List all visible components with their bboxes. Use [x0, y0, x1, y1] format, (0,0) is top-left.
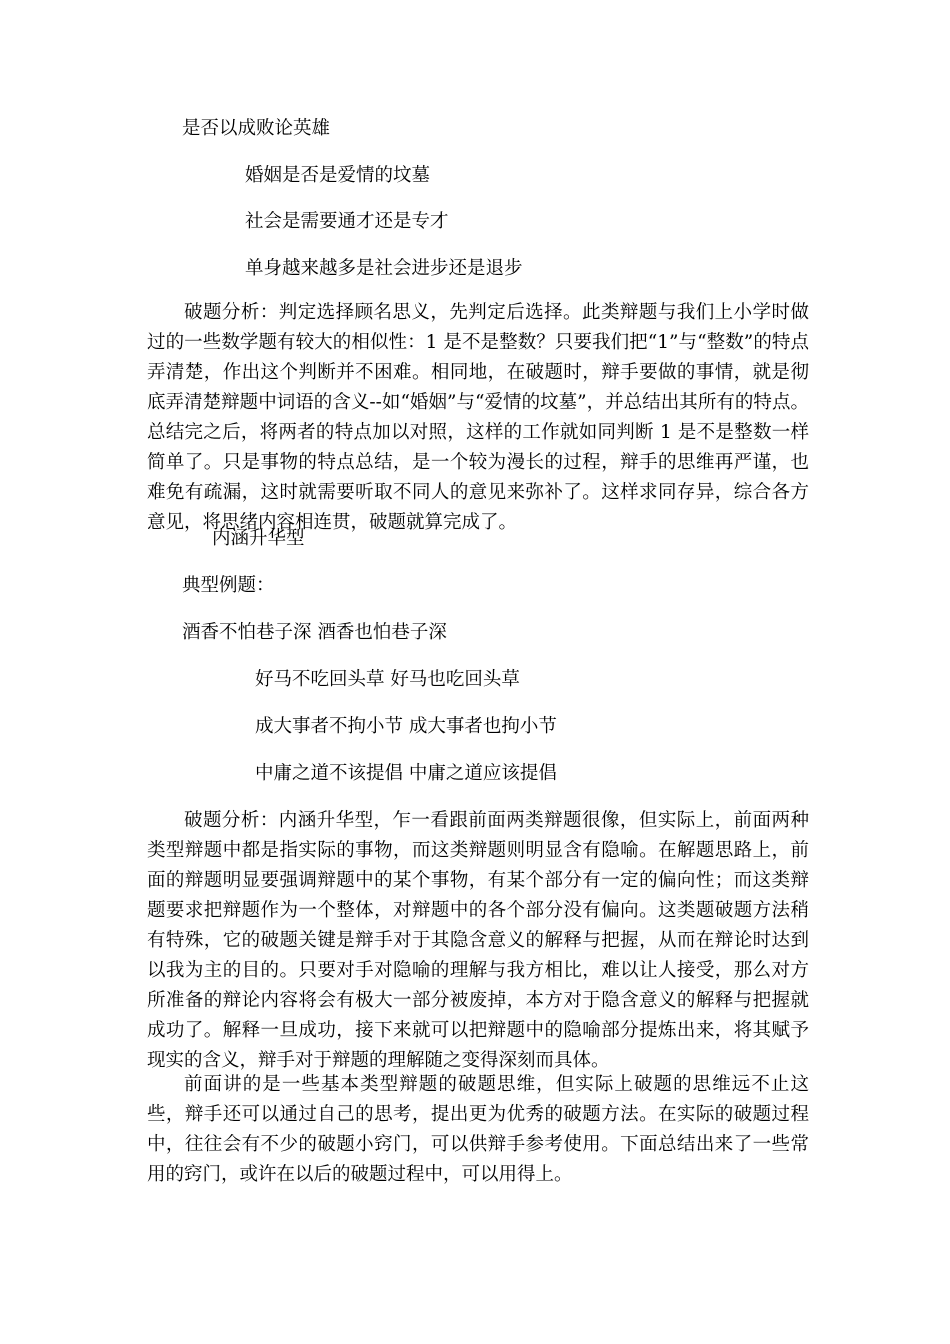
example-topic: 中庸之道不该提倡 中庸之道应该提倡: [255, 763, 557, 784]
example-topic: 婚姻是否是爱情的坟墓: [245, 165, 431, 186]
example-topic: 酒香不怕巷子深 酒香也怕巷子深: [182, 622, 447, 643]
example-topic: 成大事者不拘小节 成大事者也拘小节: [255, 716, 557, 737]
analysis-paragraph: 破题分析：内涵升华型，乍一看跟前面两类辩题很像，但实际上，前面两种类型辩题中都是指实际的事物，而这类辩题则明显含有隐喻。在解题思路上，前面的辩题明显要强调辩题中的某个事物，有某个部分有一定的偏向性；而这类辩题要求把辩题作为一个整体，对辩题中的各个部分没有偏向。这类题破题方法稍有特殊，它的破题关键是辩手对于其隐含意义的解释与把握，从而在辩论时达到以我为主的目的。只要对手对隐喻的理解与我方相比，难以让人接受，那么对方所准备的辩论内容将会有极大一部分被废掉，本方对于隐含意义的解释与把握就成功了。解释一旦成功，接下来就可以把辩题中的隐喻部分提炼出来，将其赋予现实的含义，辩手对于辩题的理解随之变得深刻而具体。: [147, 810, 809, 1071]
examples-label: 典型例题：: [182, 575, 275, 596]
section-heading: 是否以成败论英雄: [182, 118, 331, 139]
type-title: 内涵升华型: [212, 528, 305, 549]
example-topic: 好马不吃回头草 好马也吃回头草: [255, 669, 520, 690]
conclusion-paragraph: 前面讲的是一些基本类型辩题的破题思维，但实际上破题的思维远不止这些，辩手还可以通过自己的思考，提出更为优秀的破题方法。在实际的破题过程中，往往会有不少的破题小窍门，可以供辩手参考使用。下面总结出来了一些常用的窍门，或许在以后的破题过程中，可以用得上。: [147, 1074, 809, 1185]
example-topic: 单身越来越多是社会进步还是退步: [245, 258, 523, 279]
analysis-paragraph: 破题分析：判定选择顾名思义，先判定后选择。此类辩题与我们上小学时做过的一些数学题有较大的相似性：1 是不是整数？只要我们把“1”与“整数”的特点弄清楚，作出这个判断并不困难。相同地，在破题时，辩手要做的事情，就是彻底弄清楚辩题中词语的含义--如“婚姻”与“爱情的坟墓”，并总结出其所有的特点。总结完之后，将两者的特点加以对照，这样的工作就如同判断 1 是不是整数一样简单了。只是事物的特点总结，是一个较为漫长的过程，辩手的思维再严谨，也难免有疏漏，这时就需要听取不同人的意见来弥补了。这样求同存异，综合各方意见，将思绪内容相连贯，破题就算完成了。: [147, 302, 809, 533]
example-topic: 社会是需要通才还是专才: [245, 211, 449, 232]
